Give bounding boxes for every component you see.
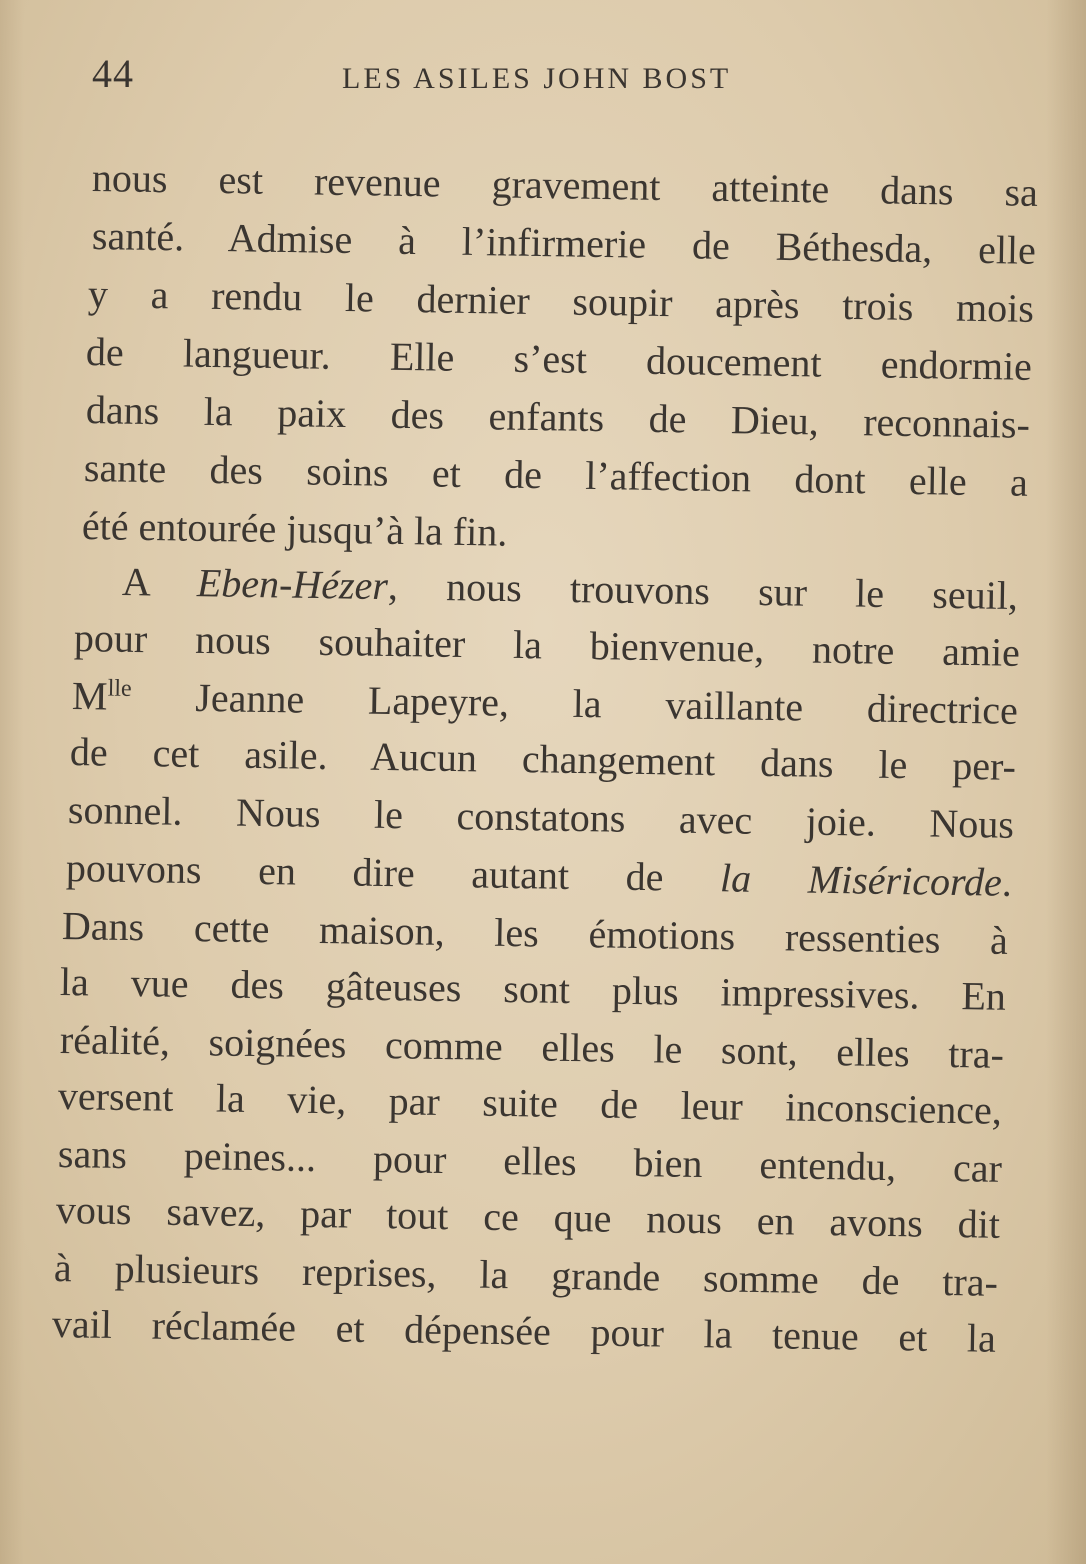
italic-place-name: la Miséricorde xyxy=(719,855,1003,905)
text-run: . xyxy=(1001,859,1013,905)
text-line: de cet asile. Aucun changement dans le per- xyxy=(69,729,1017,789)
text-line: versent la vie, par suite de leur inconscience, xyxy=(57,1073,1003,1133)
text-line: la vue des gâteuses sont plus impressives. En xyxy=(59,959,1007,1019)
text-line: vous savez, par tout ce que nous en avons dit xyxy=(55,1187,1001,1247)
text-line: été entourée jusqu’à la fin. xyxy=(81,503,508,555)
text-line: à plusieurs reprises, la grande somme de tra- xyxy=(53,1245,999,1305)
text-line: pour nous souhaiter la bienvenue, notre amie xyxy=(73,615,1021,675)
text-line: sonnel. Nous le constatons avec joie. Nous xyxy=(67,787,1015,847)
page-edge-shadow xyxy=(1046,0,1086,1564)
text-line: sante des soins et de l’affection dont elle a xyxy=(83,445,1029,505)
text-line: sans peines... pour elles bien entendu, car xyxy=(57,1131,1003,1191)
page-number: 44 xyxy=(92,51,134,96)
text-line: vail réclamée et dépensée pour la tenue et la xyxy=(51,1301,997,1361)
text-line: y a rendu le dernier soupir après trois mois xyxy=(87,271,1035,331)
page-gutter-shadow xyxy=(0,0,24,1564)
superscript-abbreviation: lle xyxy=(107,675,132,702)
text-line: réalité, soignées comme elles le sont, elles tra- xyxy=(59,1017,1005,1077)
text-run: , nous trouvons sur le seuil, xyxy=(387,563,1019,619)
italic-place-name: Eben-Hézer xyxy=(196,560,389,609)
text-run: pouvons en dire autant de xyxy=(65,845,721,901)
text-run: Jeanne Lapeyre, la vaillante directrice xyxy=(131,673,1019,733)
text-line: Dans cette maison, les émotions ressenties à xyxy=(61,903,1009,963)
text-run: A xyxy=(121,559,198,606)
running-title: LES ASILES JOHN BOST xyxy=(342,62,732,95)
text-line: de langueur. Elle s’est doucement endormie xyxy=(85,329,1033,389)
text-line: nous est revenue gravement atteinte dans sa xyxy=(91,155,1039,215)
text-run: M xyxy=(71,673,108,719)
text-line: santé. Admise à l’infirmerie de Béthesda, elle xyxy=(91,213,1037,273)
text-line: dans la paix des enfants de Dieu, reconnais- xyxy=(85,387,1031,447)
